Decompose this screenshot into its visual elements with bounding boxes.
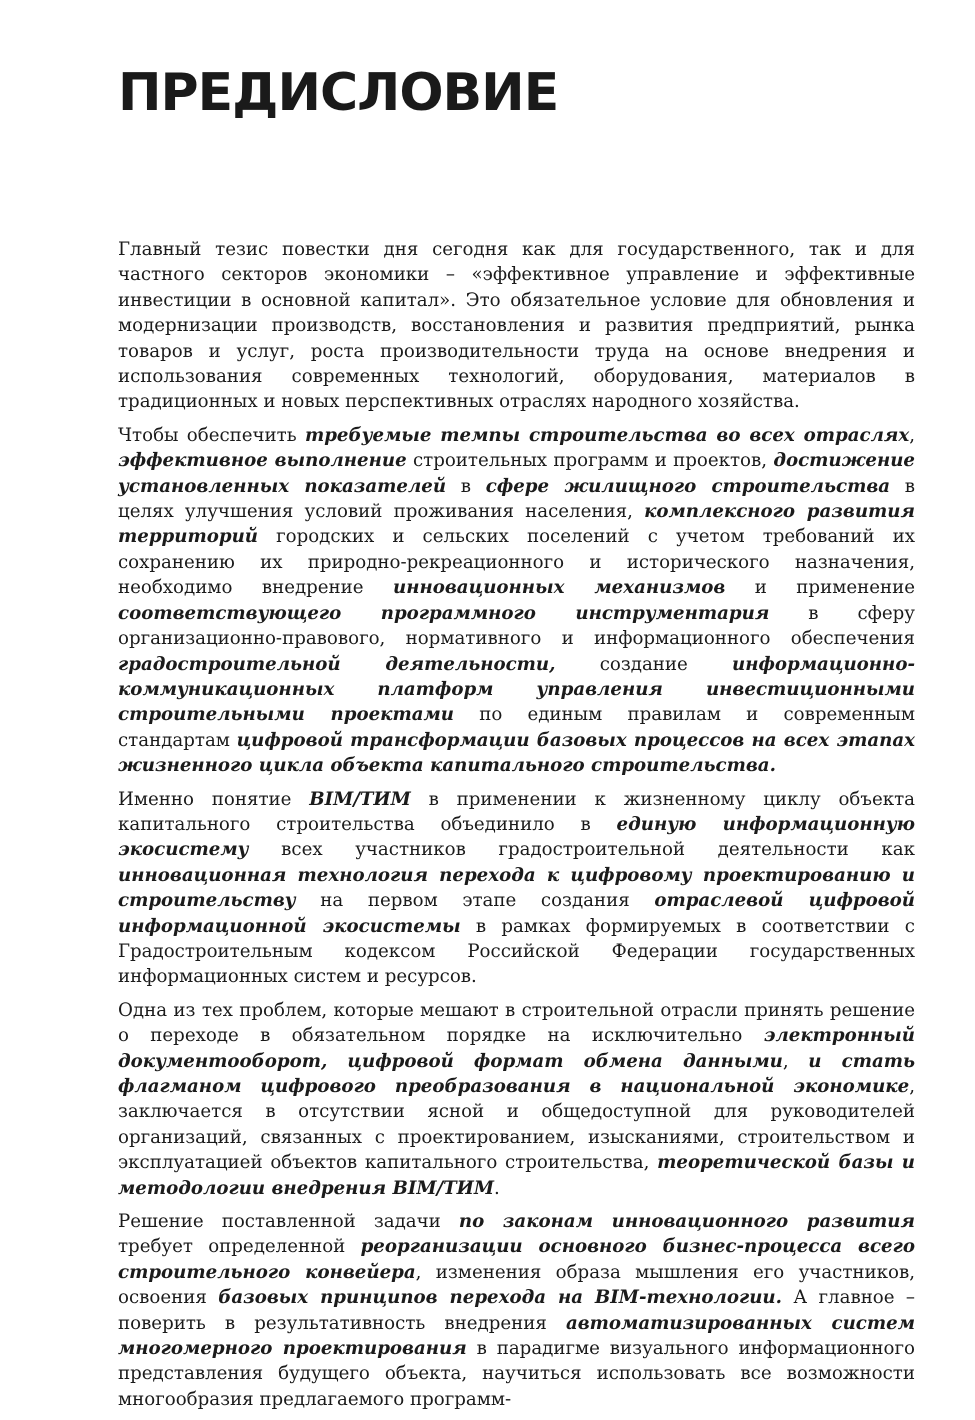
paragraph-text: требует определенной <box>118 1236 361 1258</box>
paragraph-text: в парадигме визуального информационного представления будущего объекта, научиться использовать все возможности многообразия предлагаемого программ- <box>118 1338 915 1410</box>
body-text <box>118 237 915 1420</box>
paragraph-text: Именно понятие <box>118 788 310 810</box>
paragraph-text: в целях улучшения условий проживания населения, <box>118 475 915 523</box>
paragraph-text: Главный тезис повестки дня сегодня как для государственного, так и для частного секторов экономики – «эффективное управление и эффективные инвестиции в основной капитал». Это обязательное условие для обновления и модернизации производств, восстановления и развития предприятий, рынка товаров и услуг, роста производительности труда на основе внедрения и использования современных технологий, оборудования, материалов в традиционных и новых перспективных отраслях народного хозяйства. <box>118 239 915 413</box>
emphasis-text: комплексного развития территорий <box>118 501 915 548</box>
paragraph-text: городских и сельских поселений с учетом требований их сохранению их природно-рекреационного и исторического назначения, необходимо внедрение <box>118 526 915 599</box>
paragraph-2 <box>118 423 915 779</box>
paragraph-1 <box>118 237 915 415</box>
emphasis-text: по законам инновационного развития <box>458 1211 916 1233</box>
paragraph-text: в рамках формируемых в соответствии с Градостроительным кодексом Российской Федерации государственных информационных систем и ресурсов. <box>118 915 915 988</box>
page-title: ПРЕДИСЛОВИЕ <box>118 63 559 123</box>
emphasis-text: достижение установленных показателей <box>118 450 916 497</box>
paragraph-text: , заключается в отсутствии ясной и общедоступной для руководителей организаций, связанных с проектированием, изысканиями, строительством и эксплуатацией объектов капитального строительства, <box>118 1076 915 1174</box>
paragraph-text: . <box>493 1177 500 1199</box>
emphasis-text: инновационных механизмов <box>392 577 726 599</box>
emphasis-text: и стать флагманом цифрового преобразования в национальной экономике <box>118 1050 915 1097</box>
emphasis-text: электронный документооборот, цифровой формат обмена данными <box>118 1025 915 1072</box>
paragraph-5 <box>118 1209 915 1412</box>
paragraph-text: в применении к жизненному циклу объекта капитального строительства объединило в <box>118 788 915 835</box>
paragraph-text: , <box>782 1050 809 1072</box>
paragraph-text: , изменения образа мышления его участников, освоения <box>118 1261 915 1309</box>
paragraph-3 <box>118 787 915 990</box>
emphasis-text: инновационная технология перехода к цифровому проектированию и строительству <box>118 864 915 912</box>
paragraph-4 <box>118 998 915 1201</box>
emphasis-text: базовых принципов перехода на BIM-технологии. <box>218 1287 782 1309</box>
paragraph-text: , <box>909 424 915 446</box>
emphasis-text: эффективное выполнение <box>118 450 407 472</box>
paragraph-text: строительных программ и проектов, <box>406 450 774 472</box>
paragraph-text: и применение <box>725 577 915 599</box>
paragraph-text: Одна из тех проблем, которые мешают в строительной отрасли принять решение о переходе в обязательном порядке на исключительно <box>118 999 915 1047</box>
emphasis-text: информационно-коммуникационных платформ управления инвестиционными строительными проектами <box>118 653 915 726</box>
emphasis-text: автоматизированных систем многомерного проектирования <box>118 1312 915 1360</box>
paragraph-text: всех участников градостроительной деятельности как <box>248 839 915 861</box>
paragraph-text: Чтобы обеспечить <box>118 424 305 446</box>
emphasis-text: единую информационную экосистему <box>118 813 915 861</box>
emphasis-text: требуемые темпы строительства во всех отраслях <box>304 424 910 446</box>
paragraph-text: Решение поставленной задачи <box>118 1211 459 1233</box>
paragraph-text: на первом этапе создания <box>295 890 655 912</box>
emphasis-text: теоретической базы и методологии внедрения BIM/ТИМ <box>118 1152 916 1199</box>
paragraph-text: создание <box>555 653 733 675</box>
paragraph-text: по единым правилам и современным стандартам <box>118 704 916 751</box>
paragraph-text: в сферу организационно-правового, нормативного и информационного обеспечения <box>118 602 915 650</box>
emphasis-text: сфере жилищного строительства <box>485 475 891 497</box>
emphasis-text: отраслевой цифровой информационной экосистемы <box>118 890 915 937</box>
paragraph-text: А главное – поверить в результативность внедрения <box>118 1287 915 1334</box>
emphasis-text: реорганизации основного бизнес-процесса всего строительного конвейера <box>118 1236 915 1283</box>
emphasis-text: градостроительной деятельности, <box>118 653 556 675</box>
paragraph-text: в <box>446 475 486 497</box>
emphasis-text: соответствующего программного инструментария <box>118 602 770 624</box>
emphasis-text: BIM/ТИМ <box>309 788 411 810</box>
emphasis-text: цифровой трансформации базовых процессов на всех этапах жизненного цикла объекта капитального строительства. <box>118 729 915 777</box>
